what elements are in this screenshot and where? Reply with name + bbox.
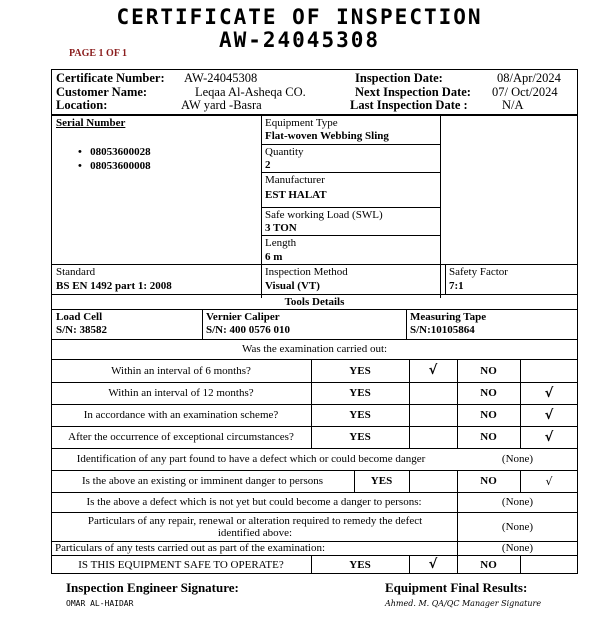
yes-label: YES (349, 558, 371, 571)
certificate-number-title: AW-24045308 (218, 28, 381, 52)
last-inspection-label: Last Inspection Date : (350, 98, 468, 112)
no-label: NO (480, 387, 497, 399)
tests-value: (None) (501, 542, 534, 554)
check-mark-icon: √ (545, 474, 553, 488)
cert-number-label: Certificate Number: (56, 71, 165, 85)
inspection-date-label: Inspection Date: (355, 71, 443, 85)
defect-identification-value: (None) (501, 453, 534, 465)
yes-label: YES (349, 431, 371, 443)
tests-label: Particulars of any tests carried out as part of the examination: (55, 542, 326, 554)
tools-heading: Tools Details (284, 295, 345, 308)
equipment-type-label: Equipment Type (265, 117, 338, 129)
check-mark-icon: √ (544, 429, 554, 445)
cert-number-value: AW-24045308 (184, 71, 258, 85)
engineer-name: OMAR AL-HAIDAR (66, 599, 134, 608)
caliper-label: Vernier Caliper (206, 311, 280, 323)
serial-item: • 08053600028 (78, 146, 151, 158)
safety-factor-label: Safety Factor (449, 266, 508, 278)
next-inspection-label: Next Inspection Date: (355, 85, 471, 99)
location-label: Location: (56, 98, 108, 112)
no-label: NO (480, 409, 497, 421)
safe-to-operate-question: IS THIS EQUIPMENT SAFE TO OPERATE? (78, 558, 284, 571)
standard-value: BS EN 1492 part 1: 2008 (56, 280, 172, 292)
future-danger-label: Is the above a defect which is not yet but could become a danger to persons: (86, 496, 422, 508)
load-cell-sn: S/N: 38582 (56, 324, 108, 336)
repair-label: Particulars of any repair, renewal or alteration required to remedy the defect identified above: (87, 514, 423, 539)
repair-value: (None) (501, 520, 534, 533)
customer-value: Leqaa Al-Asheqa CO. (195, 85, 306, 99)
tape-sn: S/N:10105864 (410, 324, 475, 336)
last-inspection-value: N/A (502, 98, 524, 112)
yes-label: YES (349, 364, 371, 377)
swl-value: 3 TON (265, 222, 297, 234)
check-mark-icon: √ (544, 385, 554, 401)
location-value: AW yard -Basra (181, 98, 262, 112)
question-examination-scheme: In accordance with an examination scheme? (83, 409, 279, 421)
load-cell-label: Load Cell (56, 311, 103, 323)
manager-signature: Ahmed. M. QA/QC Manager Signature (385, 599, 542, 608)
question-12-months: Within an interval of 12 months? (108, 387, 254, 399)
length-value: 6 m (265, 251, 283, 263)
certificate-title: CERTIFICATE OF INSPECTION (116, 5, 483, 29)
yes-label: YES (370, 475, 393, 487)
serial-item: • 08053600008 (78, 160, 151, 172)
check-mark-icon: √ (428, 557, 438, 572)
length-label: Length (265, 237, 297, 249)
customer-label: Customer Name: (56, 85, 148, 99)
defect-identification-label: Identification of any part found to have a defect which or could become danger (76, 453, 426, 465)
page-number: PAGE 1 OF 1 (69, 48, 128, 59)
check-mark-icon: √ (428, 363, 438, 378)
swl-label: Safe working Load (SWL) (265, 209, 383, 221)
danger-question: Is the above an existing or imminent danger to persons (81, 475, 324, 487)
next-inspection-value: 07/ Oct/2024 (492, 85, 558, 99)
inspection-date-value: 08/Apr/2024 (497, 71, 561, 85)
yes-label: YES (349, 387, 371, 399)
equipment-type-value: Flat-woven Webbing Sling (265, 130, 389, 142)
no-label: NO (480, 431, 497, 443)
final-results-label: Equipment Final Results: (385, 580, 528, 595)
serial-number-label: Serial Number (56, 117, 126, 129)
check-mark-icon: √ (544, 407, 554, 423)
manufacturer-label: Manufacturer (265, 174, 325, 186)
safety-factor-value: 7:1 (449, 280, 464, 292)
examination-heading: Was the examination carried out: (241, 343, 388, 355)
no-label: NO (480, 475, 497, 487)
question-exceptional-circumstances: After the occurrence of exceptional circumstances? (68, 431, 294, 443)
yes-label: YES (349, 409, 371, 421)
tape-label: Measuring Tape (410, 311, 487, 323)
question-6-months: Within an interval of 6 months? (111, 364, 251, 377)
inspection-method-label: Inspection Method (265, 266, 348, 278)
no-label: NO (480, 558, 497, 571)
no-label: NO (480, 364, 497, 377)
engineer-signature-label: Inspection Engineer Signature: (66, 580, 239, 595)
standard-label: Standard (56, 266, 96, 278)
quantity-label: Quantity (265, 146, 304, 158)
quantity-value: 2 (265, 159, 271, 171)
inspection-method-value: Visual (VT) (265, 280, 320, 292)
future-danger-value: (None) (501, 496, 534, 508)
manufacturer-value: EST HALAT (265, 189, 327, 201)
caliper-sn: S/N: 400 0576 010 (206, 324, 291, 336)
